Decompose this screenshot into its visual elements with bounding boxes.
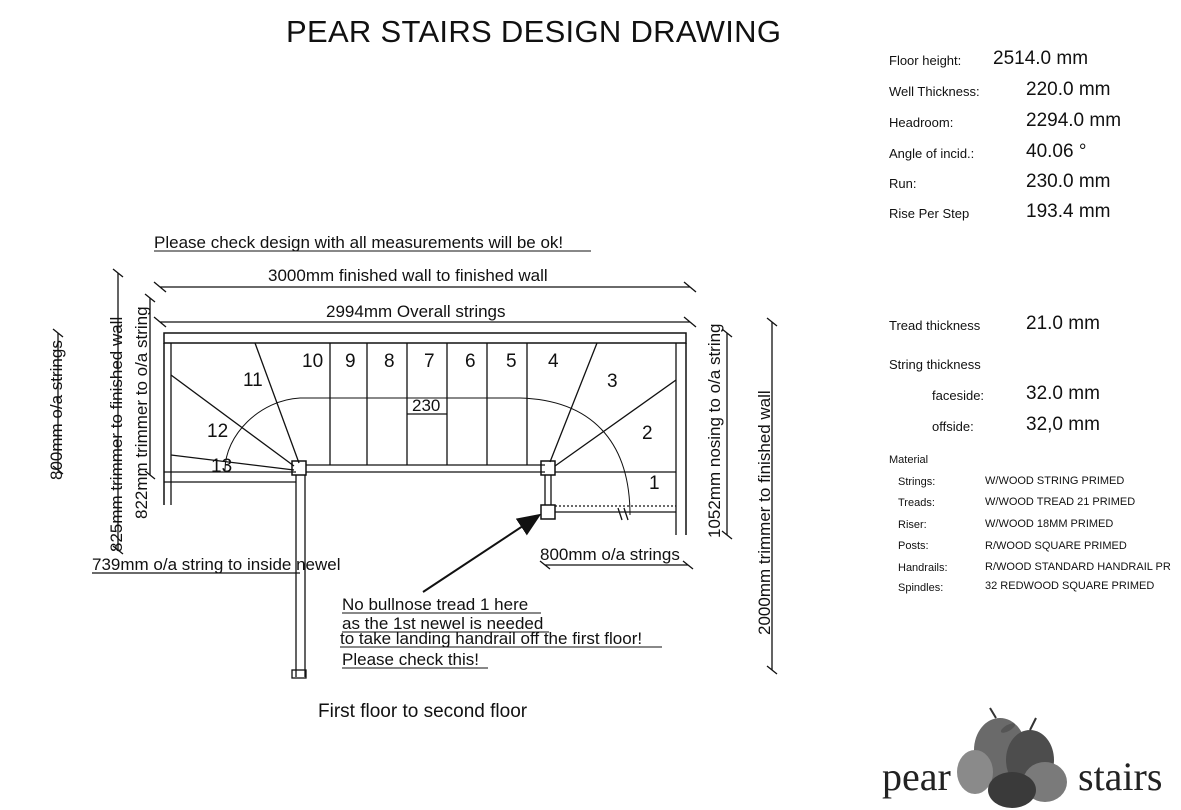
step-number: 2 <box>642 423 653 444</box>
tread-thickness-label: Tread thickness <box>889 318 981 333</box>
material-label: Handrails: <box>898 562 948 574</box>
dim-strings-label: 2994mm Overall strings <box>326 302 506 321</box>
pear-stairs-logo <box>882 708 1162 808</box>
going-dimension: 230 <box>412 396 441 415</box>
material-label: Spindles: <box>898 582 944 594</box>
string-thickness-label: String thickness <box>889 357 981 372</box>
spec-label: Run: <box>889 176 917 191</box>
step-number: 6 <box>465 351 476 372</box>
dim-left-trimmer-wall: 825mm trimmer to finished wall <box>107 316 126 552</box>
material-label: Strings: <box>898 476 936 488</box>
step-number: 10 <box>302 351 324 372</box>
newel-post-right-top <box>541 461 555 475</box>
dim-left-trimmer-string: 822mm trimmer to o/a string <box>132 306 151 519</box>
step-number: 3 <box>607 371 618 392</box>
page-title: PEAR STAIRS DESIGN DRAWING <box>286 14 782 49</box>
material-value: R/WOOD SQUARE PRIMED <box>985 540 1127 552</box>
newel-post-right-bottom <box>541 505 555 519</box>
spec-value: 2294.0 mm <box>1026 110 1122 131</box>
material-label: Treads: <box>898 497 935 509</box>
check-note: Please check design with all measurements will be ok! <box>154 233 564 252</box>
material-value: W/WOOD STRING PRIMED <box>985 475 1125 487</box>
material-value: 32 REDWOOD SQUARE PRIMED <box>985 580 1155 592</box>
dim-right-nosing: 1052mm nosing to o/a string <box>705 323 724 538</box>
faceside-value: 32.0 mm <box>1026 383 1100 404</box>
spec-value: 193.4 mm <box>1026 201 1111 222</box>
offside-label: offside: <box>932 419 974 434</box>
spec-value: 40.06 ° <box>1026 141 1087 162</box>
tread-thickness-value: 21.0 mm <box>1026 313 1100 334</box>
top-string <box>164 333 686 343</box>
spec-value: 220.0 mm <box>1026 79 1111 100</box>
dim-right-trimmer: 2000mm trimmer to finished wall <box>755 390 774 635</box>
dim-left-oa: 800mm o/a strings <box>47 340 66 480</box>
note-arrow <box>423 516 538 592</box>
offside-value: 32,0 mm <box>1026 414 1100 435</box>
step-number: 11 <box>243 370 263 391</box>
step-number: 9 <box>345 351 356 372</box>
material-value: W/WOOD TREAD 21 PRIMED <box>985 496 1136 508</box>
newel-post-left <box>292 461 306 475</box>
material-value: R/WOOD STANDARD HANDRAIL PR <box>985 561 1171 573</box>
step-number: 5 <box>506 351 517 372</box>
step-number: 4 <box>548 351 559 372</box>
step-number: 7 <box>424 351 435 372</box>
note-line: Please check this! <box>342 650 480 669</box>
material-label: Posts: <box>898 540 929 552</box>
material-heading: Material <box>889 454 929 466</box>
spec-value: 2514.0 mm <box>993 48 1089 69</box>
spec-label: Angle of incid.: <box>889 146 975 161</box>
material-label: Riser: <box>898 519 927 531</box>
step-number: 8 <box>384 351 395 372</box>
step-number: 1 <box>649 473 660 494</box>
note-line: as the 1st newel is needed <box>342 614 544 633</box>
note-line: No bullnose tread 1 here <box>342 595 529 614</box>
spec-label: Headroom: <box>889 115 954 130</box>
step-number: 12 <box>207 421 229 442</box>
spec-label: Well Thickness: <box>889 84 980 99</box>
spec-label: Rise Per Step <box>889 206 970 221</box>
spec-label: Floor height: <box>889 53 962 68</box>
dim-newel-label: 739mm o/a string to inside newel <box>92 555 341 574</box>
step-number: 13 <box>211 456 233 477</box>
faceside-label: faceside: <box>932 388 985 403</box>
dim-wall-label: 3000mm finished wall to finished wall <box>268 266 548 285</box>
logo-text-stairs: stairs <box>1078 754 1163 799</box>
drawing-caption: First floor to second floor <box>318 701 528 722</box>
material-value: W/WOOD 18MM PRIMED <box>985 518 1114 530</box>
spec-value: 230.0 mm <box>1026 171 1111 192</box>
dim-right-oa-label: 800mm o/a strings <box>540 545 680 564</box>
bullnose-note <box>340 595 662 669</box>
pear-fruit-icon <box>957 708 1067 808</box>
note-line: to take landing handrail off the first floor! <box>340 629 643 648</box>
logo-text-pear: pear <box>882 754 951 799</box>
